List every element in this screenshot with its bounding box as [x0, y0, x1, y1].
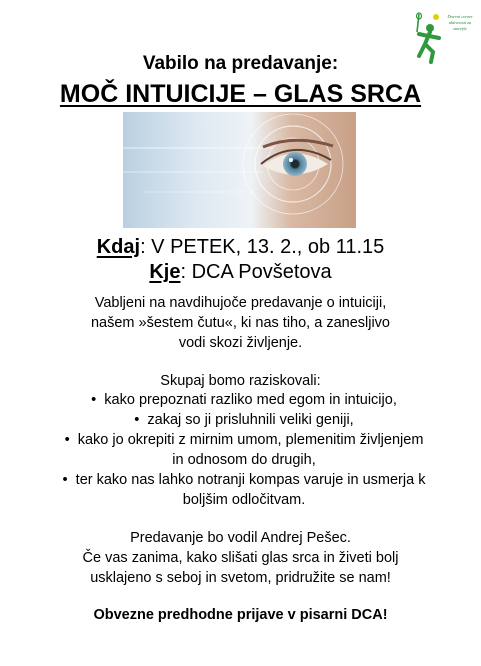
lecture-title [0, 80, 481, 108]
topic-item: • kako prepoznati razliko med egom in intuicijo, [60, 390, 428, 410]
event-where [0, 260, 481, 285]
topic-item: • ter kako nas lahko notranji kompas varuje in usmerja k boljšim odločitvam. [60, 470, 428, 510]
where-label: Kje [149, 261, 181, 283]
event-when [0, 235, 481, 260]
closing-line: Če vas zanima, kako slišati glas srca in živeti bolj [82, 550, 399, 566]
logo-text: Dnevni center aktivnosti za starejše [447, 14, 473, 31]
when-label: Kdaj [96, 236, 141, 258]
intro-line: Vabljeni na navdihujoče predavanje o intuiciji, [94, 295, 387, 311]
intro-line: vodi skozi življenje. [178, 335, 303, 351]
closing-line: Predavanje bo vodil Andrej Pešec. [130, 530, 351, 546]
explore-heading: Skupaj bomo raziskovali: [160, 373, 321, 389]
registration-notice: Obvezne predhodne prijave v pisarni DCA! [93, 607, 388, 623]
topic-item: • kako jo okrepiti z mirnim umom, plemenitim življenjem in odnosom do drugih, [60, 430, 428, 470]
when-value: : V PETEK, 13. 2., ob 11.15 [140, 236, 385, 258]
eye-icon [123, 112, 356, 228]
eye-photo [123, 112, 356, 228]
event-details [0, 235, 481, 285]
closing-line: usklajeno s seboj in svetom, pridružite se nam! [90, 570, 391, 586]
topic-item: • zakaj so ji prisluhnili veliki geniji, [60, 410, 428, 430]
intro-paragraph [0, 293, 481, 353]
topics-list [60, 390, 428, 510]
invitation-subtitle: Vabilo na predavanje: [142, 53, 339, 74]
lecture-title-text: MOČ INTUICIJE – GLAS SRCA [59, 80, 422, 108]
intro-line: našem »šestem čutu«, ki nas tiho, a zanesljivo [90, 315, 390, 331]
where-value: : DCA Povšetova [180, 261, 332, 283]
closing-paragraph [0, 528, 481, 588]
